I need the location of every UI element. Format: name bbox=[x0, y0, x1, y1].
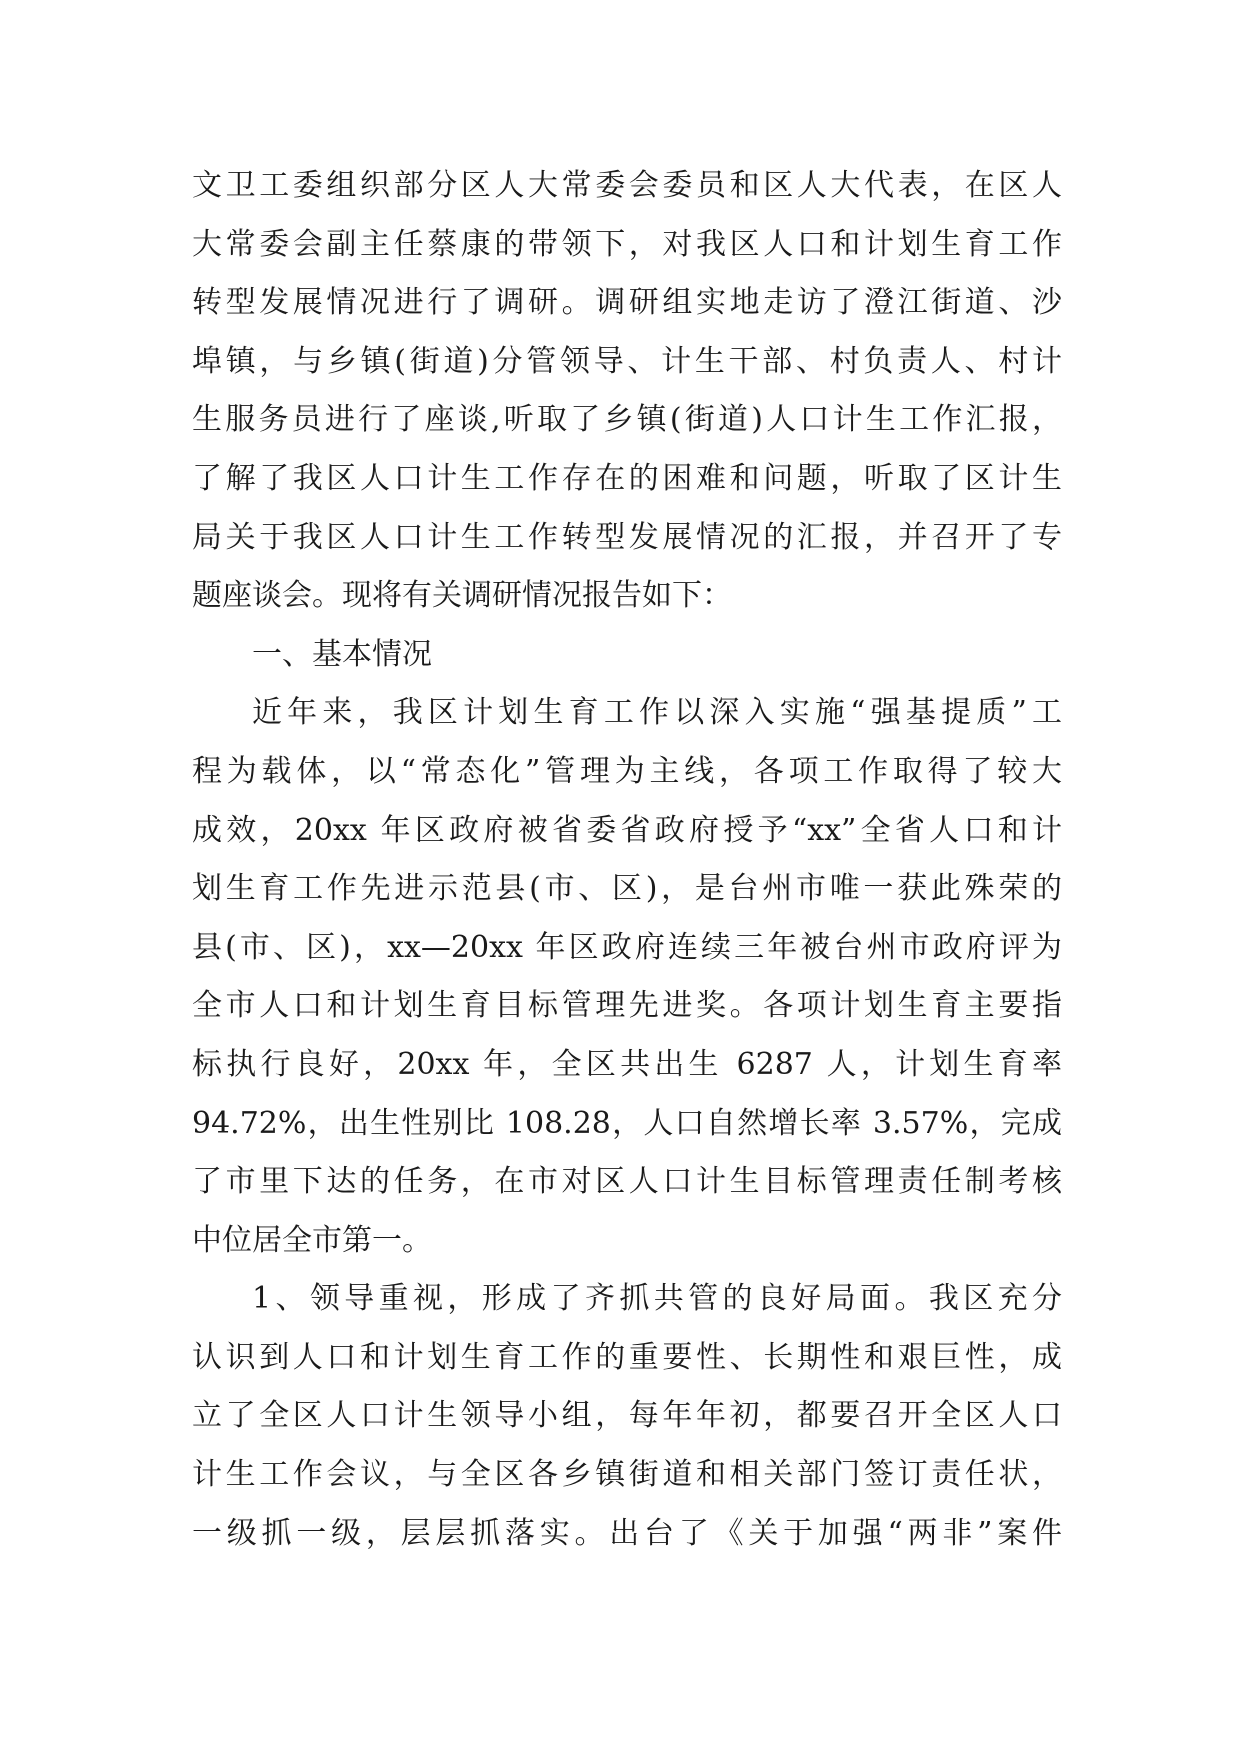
section-heading: 一、基本情况 bbox=[252, 636, 432, 672]
text-line-6: 了解了我区人口计生工作存在的困难和问题，听取了区计生 bbox=[192, 460, 1062, 496]
text-line-22: 立了全区人口计生领导小组，每年年初，都要召开全区人口 bbox=[192, 1398, 1062, 1434]
text-line-19: 中位居全市第一。 bbox=[192, 1222, 432, 1258]
text-line-1: 文卫工委组织部分区人大常委会委员和区人大代表，在区人 bbox=[192, 168, 1062, 203]
text-line-8: 题座谈会。现将有关调研情况报告如下： bbox=[192, 578, 732, 614]
text-line-5: 生服务员进行了座谈,听取了乡镇(街道)人口计生工作汇报， bbox=[192, 402, 1062, 438]
text-line-18: 了市里下达的任务，在市对区人口计生目标管理责任制考核 bbox=[192, 1164, 1062, 1200]
text-line-20: 1、领导重视，形成了齐抓共管的良好局面。我区充分 bbox=[252, 1281, 1062, 1317]
text-line-14: 县(市、区)，xx—20xx 年区政府连续三年被台州市政府评为 bbox=[192, 929, 1062, 965]
text-line-21: 认识到人口和计划生育工作的重要性、长期性和艰巨性，成 bbox=[192, 1339, 1062, 1375]
text-line-11: 程为载体，以“常态化”管理为主线，各项工作取得了较大 bbox=[192, 753, 1062, 789]
text-line-3: 转型发展情况进行了调研。调研组实地走访了澄江街道、沙 bbox=[192, 285, 1062, 321]
text-line-2: 大常委会副主任蔡康的带领下，对我区人口和计划生育工作 bbox=[192, 226, 1062, 262]
text-line-23: 计生工作会议，与全区各乡镇街道和相关部门签订责任状， bbox=[192, 1457, 1062, 1493]
text-line-7: 局关于我区人口计生工作转型发展情况的汇报，并召开了专 bbox=[192, 519, 1062, 555]
document-body bbox=[192, 157, 1062, 1563]
text-line-13: 划生育工作先进示范县(市、区)，是台州市唯一获此殊荣的 bbox=[192, 871, 1062, 907]
text-line-16: 标执行良好，20xx 年，全区共出生 6287 人，计划生育率 bbox=[192, 1046, 1062, 1082]
text-line-15: 全市人口和计划生育目标管理先进奖。各项计划生育主要指 bbox=[192, 988, 1062, 1024]
text-line-10: 近年来，我区计划生育工作以深入实施“强基提质”工 bbox=[252, 695, 1062, 731]
text-line-24: 一级抓一级，层层抓落实。出台了《关于加强“两非”案件 bbox=[192, 1515, 1062, 1551]
text-line-17: 94.72%，出生性别比 108.28，人口自然增长率 3.57%，完成 bbox=[192, 1105, 1062, 1141]
text-line-4: 埠镇，与乡镇(街道)分管领导、计生干部、村负责人、村计 bbox=[192, 343, 1062, 379]
text-line-12: 成效，20xx 年区政府被省委省政府授予“xx”全省人口和计 bbox=[192, 812, 1062, 848]
